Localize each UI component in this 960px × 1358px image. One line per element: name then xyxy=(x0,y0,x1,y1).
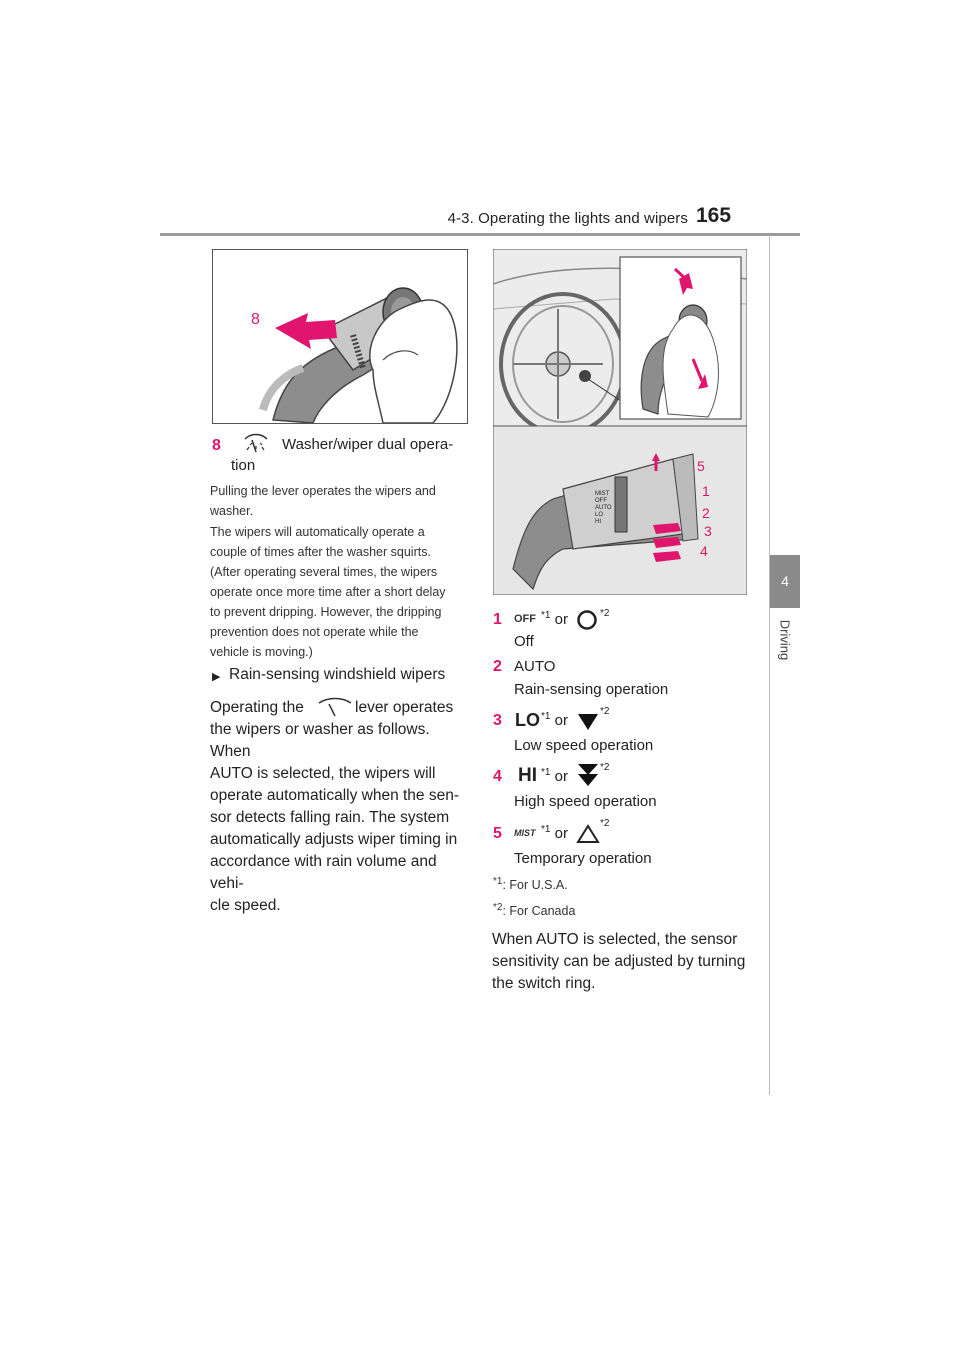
high-speed-double-triangle-icon xyxy=(576,762,600,793)
item-2-label: AUTO xyxy=(514,658,556,675)
item-4-desc: High speed operation xyxy=(514,793,657,810)
item-5-variants: $^{*1}$ or xyxy=(541,824,568,842)
figure-callout-1: 1 xyxy=(702,483,710,499)
figure-callout-8: 8 xyxy=(251,311,260,328)
washer-lever-figure xyxy=(212,249,468,424)
item-3-desc: Low speed operation xyxy=(514,737,654,754)
washer-wiper-icon xyxy=(243,433,269,460)
item-3-number: 3 xyxy=(493,712,502,729)
item-1-number: 1 xyxy=(493,611,502,628)
lever-position-labels: MIST OFF AUTO LO HI xyxy=(595,491,612,525)
off-circle-icon xyxy=(576,609,598,636)
hi-icon: HI xyxy=(518,765,537,786)
figure-callout-2: 2 xyxy=(702,505,710,521)
chapter-tab[interactable]: 4 xyxy=(770,555,800,608)
mist-triangle-icon xyxy=(576,823,600,850)
header-rule xyxy=(160,233,800,236)
subheading-bullet-icon: ▶ xyxy=(212,671,221,683)
off-icon: OFF xyxy=(514,613,536,625)
rain-sensing-paragraph: Operating the lever operates the wipers or washer as follows. When AUTO is selected, the wipers will operate automatically when the sen- sor detects falling rain. The system automatically adjusts wiper timing in accordance with rain volume and vehi- cle speed. xyxy=(210,697,472,917)
item-1-variants: $^{*1}$ or xyxy=(541,610,568,628)
low-speed-triangle-icon xyxy=(576,712,600,737)
item-5-desc: Temporary operation xyxy=(514,850,652,867)
washer-lever-illustration xyxy=(213,250,467,423)
item-4-variants: $^{*1}$ or xyxy=(541,767,568,785)
item-2-number: 2 xyxy=(493,658,502,675)
figure-callout-4: 4 xyxy=(700,543,708,559)
rain-sensing-wiper-figure xyxy=(493,249,747,595)
mist-icon: MIST xyxy=(514,828,536,838)
item-3-variants: $^{*1}$ or xyxy=(541,711,568,729)
item-1-desc: Off xyxy=(514,633,534,650)
sensor-sensitivity-paragraph: When AUTO is selected, the sensor sensitivity can be adjusted by turning the switch ring. xyxy=(492,931,746,992)
figure-callout-5: 5 xyxy=(697,458,705,474)
chapter-tab-label: Driving xyxy=(777,619,793,661)
lo-icon: LO xyxy=(515,710,540,730)
footnote-1: $^{*1}$: For U.S.A. xyxy=(493,876,568,893)
item-5-number: 5 xyxy=(493,825,502,842)
item-4-number: 4 xyxy=(493,768,502,785)
footnote-2: $^{*2}$: For Canada xyxy=(493,902,576,919)
item-2-desc: Rain-sensing operation xyxy=(514,681,669,698)
section-title: 4-3. Operating the lights and wipers xyxy=(447,210,688,227)
page-number: 165 xyxy=(696,204,732,227)
subheading-rain-sensing: Rain-sensing windshield wipers xyxy=(229,666,446,683)
wiper-icon xyxy=(316,696,354,725)
note-paragraph-2: The wipers will automatically operate a couple of times after the washer squirts. (After operating several times, the wipers operate once more time after a short delay to prevent dripping. However, the dripping prevention does not operate while the vehicle is moving.) xyxy=(210,525,446,659)
figure-callout-3: 3 xyxy=(704,523,712,539)
item-8-text-cont: tion xyxy=(231,457,256,474)
note-paragraph-1: Pulling the lever operates the wipers and washer. xyxy=(210,484,436,518)
item-8-number: 8 xyxy=(212,437,221,454)
wiper-lever-illustration xyxy=(493,249,747,595)
item-8-text: Washer/wiper dual opera- xyxy=(282,436,454,453)
